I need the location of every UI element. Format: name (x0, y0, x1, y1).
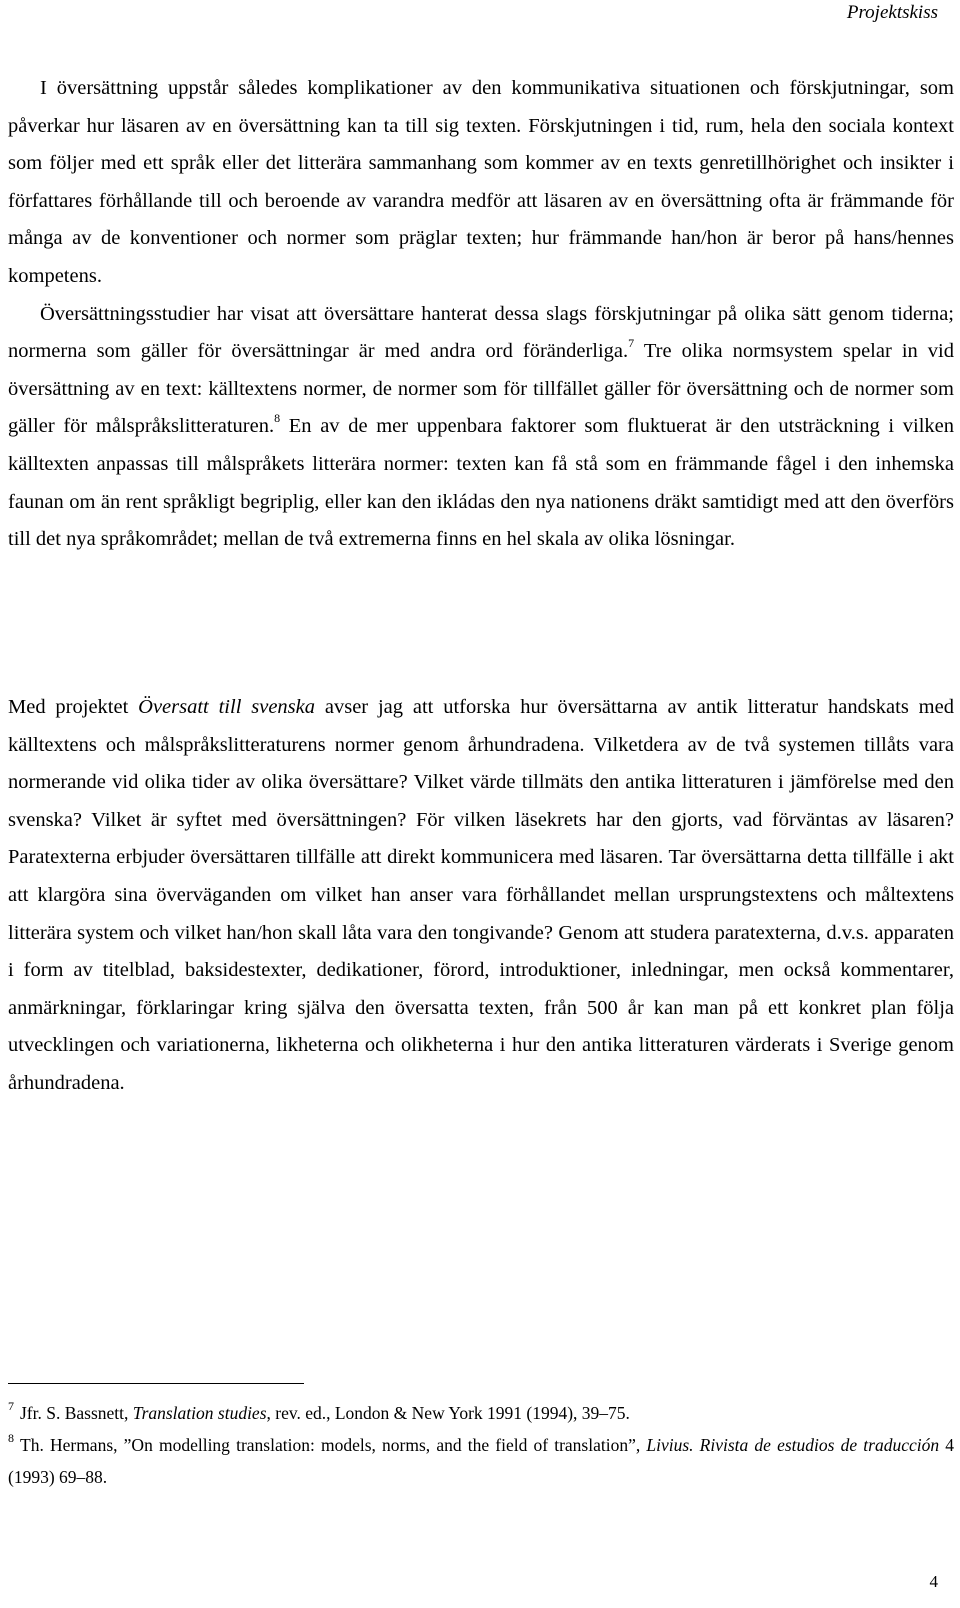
paragraph-1-text-b: Översättningsstudier har visat att översättare hanterat dessa slags förskjutningar på olika sätt genom tiderna; normerna som gäller för översättningar är med andra ord föränderliga. (8, 302, 954, 363)
footnote-separator (8, 1383, 304, 1384)
footnote-7 (8, 1397, 954, 1429)
paragraph-1-text-c: Tre olika normsystem spelar in vid översättning av en text: källtextens normer, de normer som för tillfället gäller för översättning och de normer som gäller för målspråkslitteraturen. (8, 340, 955, 438)
paragraph-2 (8, 689, 954, 1103)
paragraph-2-pre: Med projektet (8, 696, 139, 718)
footnote-italic-title: Livius. Rivista de estudios de traducción (646, 1435, 940, 1455)
running-header: Projektskiss (846, 2, 938, 23)
footnote-ref-8: 8 (274, 411, 281, 426)
paragraph-1-text-a: I översättning uppstår således komplikationer av den kommunikativa situationen och förskjutningar, som påverkar hur läsaren av en översättning kan ta till sig texten. Förskjutningen i tid, rum, hela den sociala kontext som följer med ett språk eller det litterära sammanhang som kommer av en texts genretillhörighet och insikter i författares förhållande till och beroende av varandra medför att läsaren av en översättning ofta är främmande för många av de konventioner och normer som präglar texten; hur främmande han/hon är beror på hans/hennes kompetens. (8, 77, 954, 287)
page-number: 4 (929, 1572, 938, 1591)
footnote-number: 8 (8, 1431, 14, 1445)
project-title: Översatt till svenska (138, 696, 316, 718)
footnote-italic-title: Translation studies (132, 1403, 267, 1423)
paragraph-1-text-d: En av de mer uppenbara faktorer som fluktuerat är den utsträckning i vilken källtexten anpassas till målspråkets litterära normer: texten kan få stå som en främmande fågel i den inhemska faunan om än rent språkligt begriplig, eller kan den ikládas den nya nationens dräkt samtidigt med att den överförs till det nya språkområdet; mellan de två extremerna finns en hel skala av olika lösningar. (8, 415, 954, 551)
footnote-text: 4 (1993) 69–88. (8, 1435, 955, 1487)
paragraph-1 (8, 70, 954, 559)
footnote-text: Jfr. S. Bassnett, (20, 1403, 133, 1423)
footnote-number: 7 (8, 1399, 14, 1413)
footnote-ref-7: 7 (628, 336, 635, 351)
footnotes (8, 1397, 954, 1493)
footnote-8 (8, 1429, 954, 1493)
footnote-text: Th. Hermans, ”On modelling translation: models, norms, and the field of translation”, (20, 1435, 647, 1455)
footnote-text: , rev. ed., London & New York 1991 (1994), 39–75. (266, 1403, 630, 1423)
paragraph-2-post: avser jag att utforska hur översättarna av antik litteratur handskats med källtextens och målspråkslitteraturens normer genom århundradena. Vilketdera av de två systemen tillåts vara normerande vid olika tider av olika översättare? Vilket värde tillmäts den antika litteraturen i jämförelse med den svenska? Vilket är syftet med översättningen? För vilken läsekrets har den gjorts, vad förväntas av läsaren? Paratexterna erbjuder översättaren tillfälle att direkt kommunicera med läsaren. Tar översättarna detta tillfälle i akt att klargöra sina överväganden om vilket han anser vara förhållandet mellan ursprungstextens och måltextens litterära system och vilket han/hon skall låta vara den tongivande? Genom att studera paratexterna, d.v.s. apparaten i form av titelblad, baksidestexter, dedikationer, förord, introduktioner, inledningar, men också kommentarer, anmärkningar, förklaringar kring själva den översatta texten, från 500 år kan man på ett konkret plan följa utvecklingen och variationerna, likheterna och olikheterna i hur den antika litteraturen värderats i Sverige genom århundradena. (8, 696, 954, 1094)
